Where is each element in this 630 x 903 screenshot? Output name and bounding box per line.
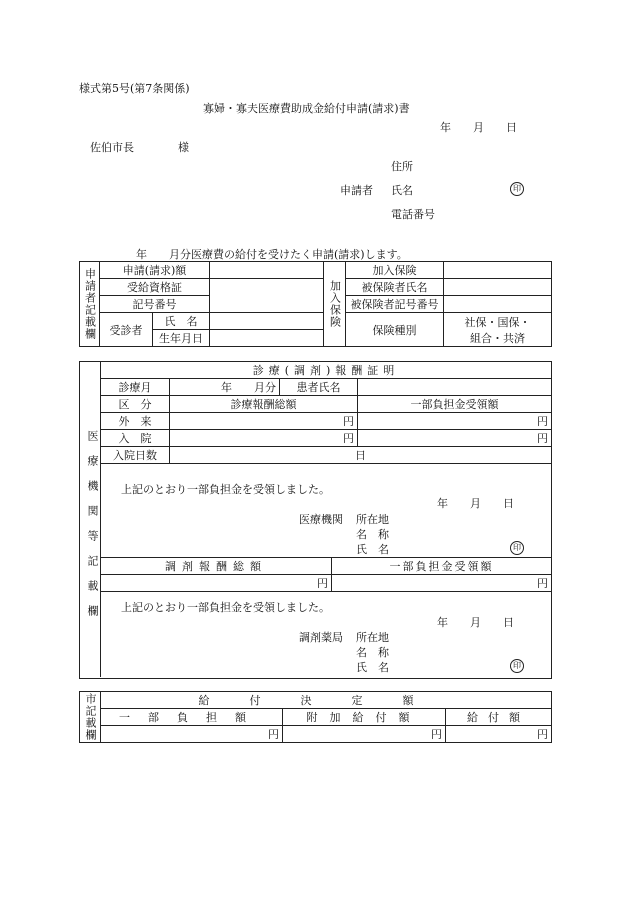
city-col1-label: 一部負担額 [101, 709, 283, 726]
patient-label: 受診者 [100, 313, 153, 347]
insurance-side-label: 加入保険 [324, 262, 346, 347]
city-col2-value[interactable]: 円 [283, 726, 446, 743]
header-seal [510, 181, 524, 196]
received-note-2: 上記のとおり一部負担金を受領しました。 [121, 601, 330, 614]
institution-label: 医療機関 [299, 513, 343, 526]
institution-seal [510, 540, 524, 555]
pharmacy-seal [510, 658, 524, 673]
form-number: 様式第5号(第7条関係) [79, 82, 190, 95]
received-note-1: 上記のとおり一部負担金を受領しました。 [121, 483, 330, 496]
pharmacy-total-value[interactable]: 円 [101, 575, 332, 592]
insurance-type-options-1: 社保・国保・ [464, 315, 531, 329]
month-label: 診療月 [101, 379, 170, 396]
city-col3-label: 給付額 [446, 709, 552, 726]
inpatient-total[interactable]: 円 [170, 430, 358, 447]
pharmacy-table [100, 557, 552, 592]
institution-title-label: 名 称 [356, 528, 389, 541]
pharmacy-label: 調剤薬局 [299, 631, 343, 644]
pharmacy-copay-label: 一部負担金受領額 [332, 558, 552, 575]
birthdate-label: 生年月日 [153, 330, 210, 347]
outpatient-label: 外 来 [101, 413, 170, 430]
outpatient-copay[interactable]: 円 [358, 413, 552, 430]
insured-num-label: 被保険者記号番号 [346, 296, 444, 313]
insurer-label: 加入保険 [346, 262, 444, 279]
pharmacy-location-label: 所在地 [356, 631, 389, 644]
applicant-table [79, 261, 552, 347]
month-value: 年 月分 [170, 379, 280, 396]
pharmacy-date: 年 月 日 [437, 616, 514, 629]
inpatient-label: 入 院 [101, 430, 170, 447]
pharmacy-person-label: 氏 名 [356, 661, 389, 674]
days-value[interactable]: 日 [170, 447, 552, 464]
city-col3-value[interactable]: 円 [446, 726, 552, 743]
patient-name-col-value[interactable] [358, 379, 552, 396]
applicant-label: 申請者 [340, 184, 373, 197]
request-line: 年 月分医療費の給付を受けたく申請(請求)します。 [136, 248, 408, 261]
patient-name-value[interactable] [210, 313, 324, 330]
medical-side-label: 医療機関等記載欄 [86, 430, 99, 630]
form-title: 寡婦・寡夫医療費助成金給付申請(請求)書 [203, 102, 410, 115]
institution-location-label: 所在地 [356, 513, 389, 526]
insurance-type-options [444, 313, 552, 347]
insured-name-value[interactable] [444, 279, 552, 296]
seal-icon: 印 [510, 659, 524, 673]
city-table [79, 691, 552, 743]
pharmacy-title-label: 名 称 [356, 646, 389, 659]
insured-name-label: 被保険者氏名 [346, 279, 444, 296]
addressee: 佐伯市長 様 [90, 141, 189, 154]
amount-label: 申請(請求)額 [100, 262, 210, 279]
institution-person-label: 氏 名 [356, 543, 389, 556]
cert-label-2: 記号番号 [100, 296, 210, 313]
header-date: 年 月 日 [440, 121, 517, 134]
city-col1-value[interactable]: 円 [101, 726, 283, 743]
seal-icon: 印 [510, 182, 524, 196]
copay-label: 一部負担金受領額 [358, 396, 552, 413]
city-col2-label: 附加給付額 [283, 709, 446, 726]
insurer-value[interactable] [444, 262, 552, 279]
medical-title: 診療(調剤)報酬証明 [101, 362, 552, 379]
inpatient-copay[interactable]: 円 [358, 430, 552, 447]
pharmacy-copay-value[interactable]: 円 [332, 575, 552, 592]
city-title: 給付決定額 [101, 692, 552, 709]
insurance-type-options-2: 組合・共済 [470, 331, 525, 345]
insurance-type-label: 保険種別 [346, 313, 444, 347]
phone-label: 電話番号 [391, 208, 435, 221]
applicant-side-label: 申請者記載欄 [80, 262, 100, 347]
days-label: 入院日数 [101, 447, 170, 464]
birthdate-value[interactable] [210, 330, 324, 347]
address-label: 住所 [391, 160, 413, 173]
institution-date: 年 月 日 [437, 497, 514, 510]
cert-label-1: 受給資格証 [100, 279, 210, 296]
category-label: 区 分 [101, 396, 170, 413]
insured-num-value[interactable] [444, 296, 552, 313]
cert-value[interactable] [210, 279, 324, 313]
outpatient-total[interactable]: 円 [170, 413, 358, 430]
city-side-label: 市記載欄 [80, 692, 101, 743]
patient-name-label: 氏 名 [153, 313, 210, 330]
pharmacy-total-label: 調剤報酬総額 [101, 558, 332, 575]
amount-value[interactable] [210, 262, 324, 279]
medical-table [100, 361, 552, 464]
total-label: 診療報酬総額 [170, 396, 358, 413]
seal-icon: 印 [510, 541, 524, 555]
patient-name-col-label: 患者氏名 [280, 379, 358, 396]
name-label: 氏名 [391, 184, 413, 197]
